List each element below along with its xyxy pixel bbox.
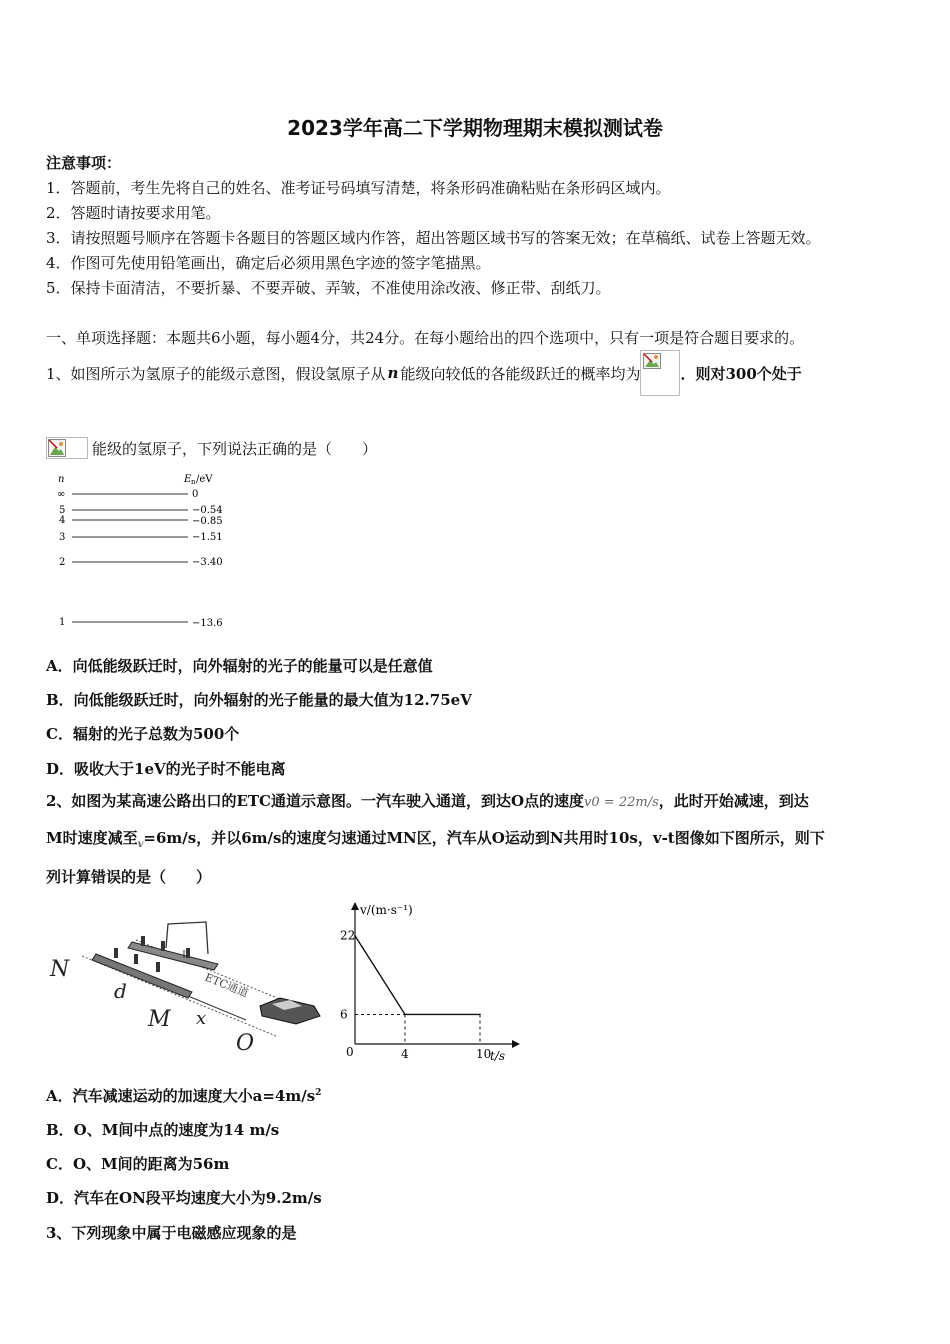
q2-v0-expr: v0 = 22m/s bbox=[584, 795, 659, 810]
q3-stem: 3、下列现象中属于电磁感应现象的是 bbox=[46, 1224, 297, 1242]
q2-text-d: =6m/s，并以6m/s的速度匀速通过MN区，汽车从O运动到N共用时10s，v-t图像如下图所示，则下 bbox=[143, 829, 825, 847]
level-inf bbox=[57, 489, 198, 500]
notice-item: 4．作图可先使用铅笔画出，确定后必须用黑色字迹的签字笔描黑。 bbox=[46, 254, 491, 272]
section-heading: 一、单项选择题：本题共6小题，每小题4分，共24分。在每小题给出的四个选项中，只有一项是符合题目要求的。 bbox=[46, 329, 805, 347]
etc-channel-figure bbox=[46, 918, 326, 1058]
level-5 bbox=[59, 505, 223, 516]
q2-v-symbol: v bbox=[137, 839, 144, 850]
col-e-unit: /eV bbox=[196, 474, 213, 485]
broken-image-icon bbox=[640, 350, 680, 396]
notice-item: 5．保持卡面清洁，不要折暴、不要弄破、弄皱，不准使用涂改液、修正带、刮纸刀。 bbox=[46, 279, 611, 297]
data-point bbox=[404, 1014, 406, 1016]
q2-option-c: C．O、M间的距离为56m bbox=[46, 1155, 230, 1173]
q1-text-b: 能级向较低的各能级跃迁的概率均为 bbox=[400, 364, 641, 383]
y-tick-label: 6 bbox=[340, 1007, 348, 1022]
level-n: 3 bbox=[59, 532, 66, 543]
level-e: −1.51 bbox=[192, 532, 223, 543]
chart-marks bbox=[340, 929, 491, 1061]
x-axis-label: t/s bbox=[490, 1049, 506, 1063]
col-e-subscript: n bbox=[191, 478, 196, 486]
q1-option-b: B．向低能级跃迁时，向外辐射的光子能量的最大值为12.75eV bbox=[46, 691, 472, 709]
level-e: 0 bbox=[192, 489, 199, 500]
level-e: −0.54 bbox=[192, 505, 223, 516]
broken-image-icon bbox=[46, 437, 88, 459]
level-e: −3.40 bbox=[192, 557, 223, 568]
level-n: 1 bbox=[59, 617, 66, 628]
q2-stem-line2 bbox=[46, 827, 825, 850]
notice-item: 1．答题前，考生先将自己的姓名、准考证号码填写清楚，将条形码准确粘贴在条形码区域内。 bbox=[46, 179, 671, 197]
car-icon bbox=[260, 998, 320, 1024]
data-point bbox=[479, 1014, 481, 1016]
q2-option-a-exponent: 2 bbox=[315, 1088, 322, 1098]
notice-item: 2．答题时请按要求用笔。 bbox=[46, 204, 221, 222]
q2-option-a-text: A．汽车减速运动的加速度大小a=4m/s bbox=[46, 1087, 316, 1105]
q1-option-d: D．吸收大于1eV的光子时不能电离 bbox=[46, 760, 286, 778]
page-title: 2023学年高二下学期物理期末模拟测试卷 bbox=[287, 116, 663, 140]
label-o: O bbox=[236, 1031, 255, 1056]
label-x: x bbox=[196, 1008, 207, 1029]
q1-option-a: A．向低能级跃迁时，向外辐射的光子的能量可以是任意值 bbox=[46, 657, 433, 675]
q1-stem-line2 bbox=[46, 436, 377, 460]
x-tick-label: 10 bbox=[476, 1047, 492, 1061]
level-e: −0.85 bbox=[192, 516, 223, 527]
q2-option-a bbox=[46, 1085, 321, 1106]
q1-text-d: 能级的氢原子，下列说法正确的是（ ） bbox=[92, 439, 378, 458]
col-n-label: n bbox=[58, 474, 65, 485]
chart-axes bbox=[351, 902, 520, 1048]
notice-item: 3．请按照题号顺序在答题卡各题目的答题区域内作答，超出答题区域书写的答案无效；在草稿纸、试卷上答题无效。 bbox=[46, 229, 821, 247]
label-d: d bbox=[114, 979, 127, 1003]
x-tick-label: 4 bbox=[401, 1047, 409, 1061]
level-4 bbox=[59, 515, 223, 527]
level-1 bbox=[59, 617, 223, 629]
q1-text-a: 1、如图所示为氢原子的能级示意图，假设氢原子从 bbox=[46, 364, 386, 383]
level-3 bbox=[59, 532, 223, 543]
q2-stem-line3: 列计算错误的是（ ） bbox=[46, 868, 212, 886]
col-e-label: E bbox=[184, 474, 192, 485]
level-e: −13.6 bbox=[192, 618, 223, 629]
energy-level-diagram bbox=[54, 470, 244, 635]
y-axis-arrow bbox=[351, 902, 359, 910]
q2-stem-line1 bbox=[46, 790, 809, 811]
q1-stem-line1 bbox=[46, 348, 802, 398]
origin-label: 0 bbox=[346, 1045, 354, 1059]
level-n: ∞ bbox=[57, 489, 66, 500]
level-n: 4 bbox=[59, 515, 66, 526]
lane-label: ETC通道 bbox=[202, 970, 251, 1000]
level-n: 2 bbox=[59, 557, 66, 568]
q2-text-c: M时速度减至 bbox=[46, 829, 138, 847]
q2-option-d: D．汽车在ON段平均速度大小为9.2m/s bbox=[46, 1189, 322, 1207]
q1-text-c: ．则对300个处于 bbox=[680, 364, 802, 383]
level-2 bbox=[59, 557, 223, 568]
vt-chart bbox=[330, 900, 520, 1065]
x-axis-arrow bbox=[512, 1040, 520, 1048]
notice-heading: 注意事项： bbox=[46, 154, 122, 172]
series-line bbox=[355, 936, 480, 1015]
label-n: N bbox=[50, 957, 70, 982]
q1-n-symbol: n bbox=[387, 364, 399, 382]
q1-option-c: C．辐射的光子总数为500个 bbox=[46, 725, 240, 743]
y-tick-label: 22 bbox=[340, 928, 356, 943]
q2-text-a: 2、如图为某高速公路出口的ETC通道示意图。一汽车驶入通道，到达O点的速度 bbox=[46, 792, 585, 810]
label-m: M bbox=[148, 1007, 171, 1032]
q2-option-b: B．O、M间中点的速度为14 m/s bbox=[46, 1121, 280, 1139]
level-n: 5 bbox=[59, 505, 66, 516]
y-axis-label: v/(m·s⁻¹) bbox=[360, 903, 413, 917]
q2-text-b: ，此时开始减速，到达 bbox=[658, 792, 809, 810]
